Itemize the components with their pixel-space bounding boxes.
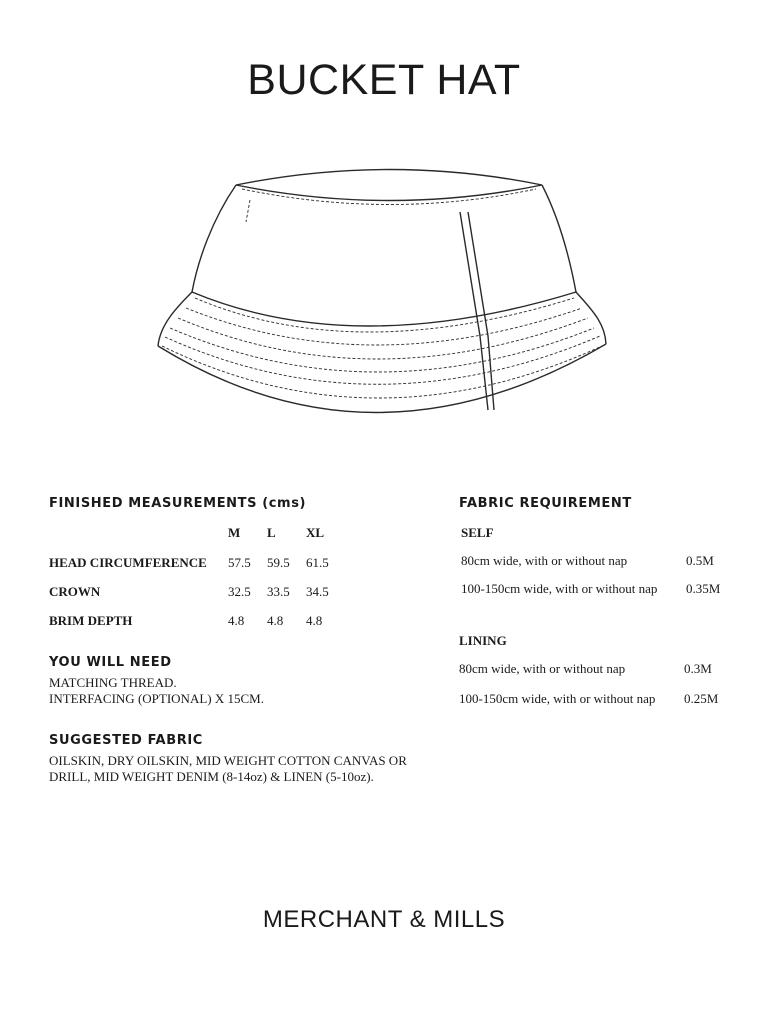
suggested-fabric-line: OILSKIN, DRY OILSKIN, MID WEIGHT COTTON CANVAS OR <box>49 753 407 768</box>
suggested-fabric-heading: SUGGESTED FABRIC <box>49 733 203 748</box>
value-brim-m: 4.8 <box>228 613 245 628</box>
lining-row-amount: 0.25M <box>684 691 719 706</box>
self-row-amount: 0.5M <box>686 553 714 568</box>
fabric-requirement-heading: FABRIC REQUIREMENT <box>459 496 632 511</box>
value-head-m: 57.5 <box>228 555 251 570</box>
brand-footer: MERCHANT & MILLS <box>262 906 506 933</box>
you-will-need-line: MATCHING THREAD. <box>49 675 177 690</box>
value-brim-l: 4.8 <box>267 613 284 628</box>
row-label-crown: CROWN <box>49 584 101 599</box>
lining-row-desc: 80cm wide, with or without nap <box>459 661 626 676</box>
row-label-head-circumference: HEAD CIRCUMFERENCE <box>49 555 207 570</box>
value-head-l: 59.5 <box>267 555 290 570</box>
lining-row-desc: 100-150cm wide, with or without nap <box>459 691 656 706</box>
value-crown-l: 33.5 <box>267 584 290 599</box>
you-will-need-heading: YOU WILL NEED <box>49 655 172 670</box>
lining-label: LINING <box>459 633 507 648</box>
value-brim-xl: 4.8 <box>306 613 323 628</box>
self-row-desc: 100-150cm wide, with or without nap <box>461 581 658 596</box>
measurements-heading: FINISHED MEASUREMENTS (cms) <box>49 496 307 511</box>
size-header-m: M <box>228 525 241 540</box>
self-row-desc: 80cm wide, with or without nap <box>461 553 628 568</box>
bucket-hat-drawing <box>150 160 620 430</box>
suggested-fabric-line: DRILL, MID WEIGHT DENIM (8-14oz) & LINEN (5-10oz). <box>49 769 374 784</box>
value-crown-m: 32.5 <box>228 584 251 599</box>
size-header-l: L <box>267 525 276 540</box>
size-header-xl: XL <box>306 525 325 540</box>
value-crown-xl: 34.5 <box>306 584 329 599</box>
self-label: SELF <box>461 525 494 540</box>
value-head-xl: 61.5 <box>306 555 329 570</box>
you-will-need-line: INTERFACING (OPTIONAL) X 15CM. <box>49 691 264 706</box>
page-title: BUCKET HAT <box>247 56 521 104</box>
lining-row-amount: 0.3M <box>684 661 712 676</box>
row-label-brim-depth: BRIM DEPTH <box>49 613 133 628</box>
self-row-amount: 0.35M <box>686 581 721 596</box>
